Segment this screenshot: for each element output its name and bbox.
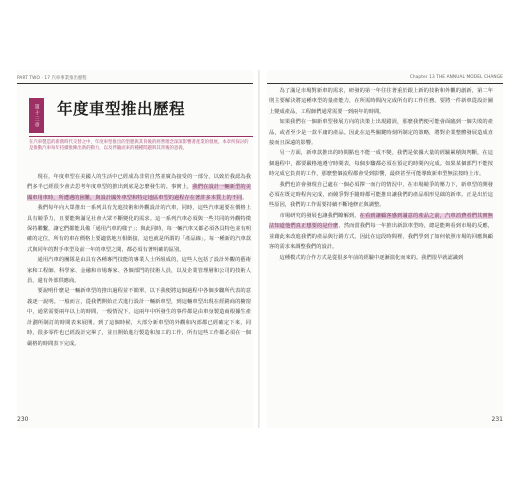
text-run: 通用汽車的團隊是由具有各種專門技能的專業人士所組成的，這些人包括了設計外觀的藝術家和工程師、科學家、金融和市場專家、各個部門的技術人員，以及企業管理層和公司的技術人員，還有外部供應商。	[27, 257, 251, 285]
title-rule	[29, 136, 253, 137]
right-page	[267, 70, 503, 428]
page-number-right: 231	[491, 416, 503, 423]
text-run: 如果我們在一個新車型發展方向的決策上出現錯誤，那麼我們便可能會面臨到一個失敗的產品，或者至少是一款平庸的產品。因此在這些關鍵時刻所制定的策略，將對企業整體發展造成直接而且深遠的影響。	[269, 119, 493, 147]
text-run: 現在，年度車型在美國人的生活中已經成為非常自然並廣為接受的一部分，以致於我認為我們多半已經很少會去思考年度車型的推出到底是怎麼發生的。事實上，	[27, 174, 251, 191]
chapter-title: 年度車型推出歷程	[57, 100, 186, 118]
body-text-left	[27, 172, 251, 349]
paragraph	[269, 86, 493, 117]
chapter-label: 第十三章	[29, 98, 44, 133]
text-run: 。	[242, 194, 248, 201]
running-head-left: PART TWO · 17 汽車事業推出歷程	[17, 76, 87, 81]
text-run: 這種模式的合作方式是從很多年前的經驗中逐漸演化而來的。我們很早就認識到	[279, 254, 464, 261]
header-rule	[267, 83, 503, 84]
book-gutter	[258, 70, 260, 428]
text-run: 我們每年向大眾推出一系列具有先進技術和外觀設計的汽車，同時，這些汽車還要在價格上具有競爭力，且要能夠滿足社會大眾不斷變化的需求。這一系列汽車必須與一些共同的外觀特徵保持聯繫，讓它們都能具備「通用汽車的樣子」；與此同時，每一輛汽車又都必須各具特色並有明確的定位，所有的車在價格上要適當地互相銜接，這也就是所謂的「產品線」。每一種新的汽車款式與同年的對手車型及前一年的車型之間，都必須有著明確的區別。	[27, 205, 251, 253]
chapter-intro: 在汽車製造的新舊時代交替之中，年度車型推出的型態與其背後的經營理念深深影響著產業的發展。本章所探討的是推動汽車每年持續推陳出新的動力，以及伴隨而來的種種問題與其背後的意義。	[29, 140, 249, 152]
paragraph	[27, 203, 251, 255]
text-run: 另一方面，新車款推出的時間點也不能一成不變。我們是依據大量的經驗累積與判斷，在這個過程中，都要嚴格地遵守時間表，每個步驟都必須在預定的時間內完成。如果某個部門不能按時完成它負責的工作，那麼整個流程都會受到影響，最終甚至可能導致新車型無法按時上市。	[269, 150, 493, 178]
paragraph	[269, 253, 493, 263]
paragraph	[269, 117, 493, 148]
paragraph	[269, 180, 493, 211]
text-run: ，然而當我們每一年推出新款車型時，總是能夠看到市場的反應，並藉此來改進我們的產品與行銷方式。因此在這段時間裡，我們學到了如何依照市場的回應與顧客的需求來調整我們的設計。	[269, 223, 494, 251]
paragraph	[269, 148, 493, 179]
text-run: 市場研究的發展也讓我們瞭解到，	[279, 212, 360, 219]
page-number-left: 230	[17, 416, 29, 423]
paragraph	[269, 211, 493, 253]
highlighted-text: 我們在設計一輛新型的美國車用車時，所遭遇的困難，與設計國外車型和特定地區車型的過程存在著許多本質上的不同	[27, 184, 252, 201]
paragraph	[27, 255, 251, 286]
text-run: 我們也許會發現自己處在一個必須擇一而行的情況中，在市場競爭的壓力下，新車型的開發必須在既定時程內完成，而競爭對手隨時都可能推出讓我們的產品相形見絀的新車。正是出於這些原因，我們的工作需要持續不斷地修正與調整。	[269, 181, 493, 209]
header-rule	[17, 83, 253, 84]
highlighted-text: 在看到讓顧客感到滿意的產品之前，汽車消費者們其實無法知道他們真正想要的是什麼	[269, 212, 494, 230]
paragraph	[27, 172, 251, 203]
body-text-right	[269, 86, 493, 263]
running-head-right: Chapter 13 THE ANNUAL MODEL CHANGE	[409, 75, 503, 80]
text-run: 要說明什麼是一輛新車型的推出過程並不簡單，以下我便將這個過程中各個步驟所代表的意義逐一說明。一般而言，從我們開始正式進行設計一輛新車型，到這輛車型出現在經銷商的櫥窗中，通常需要兩年以上的時間，一般情況下，這兩年中所發生的事件都是由車身製造商根據生產計劃所制訂的時間表來展開。到了這個時候，大部分新車型的外觀和內部都已經確定下來，同時，很多零件也已經設計完畢了，並且開始進行製造和加工的工作，所有這些工作都必須在一個嚴格的時間表下完成。	[27, 288, 251, 347]
paragraph	[27, 286, 251, 348]
text-run: 為了滿足市場對新車的需求，研發的第一年往往著重於跟上新的技術和外觀的創新，第二年則主要解決將這種車型的量產能力，在所需時間內完成所有的工作任務。要將一件新車從設計圖上變成產品，工程師們通常需要一到兩年的時間。	[269, 88, 493, 115]
left-page	[17, 70, 253, 428]
